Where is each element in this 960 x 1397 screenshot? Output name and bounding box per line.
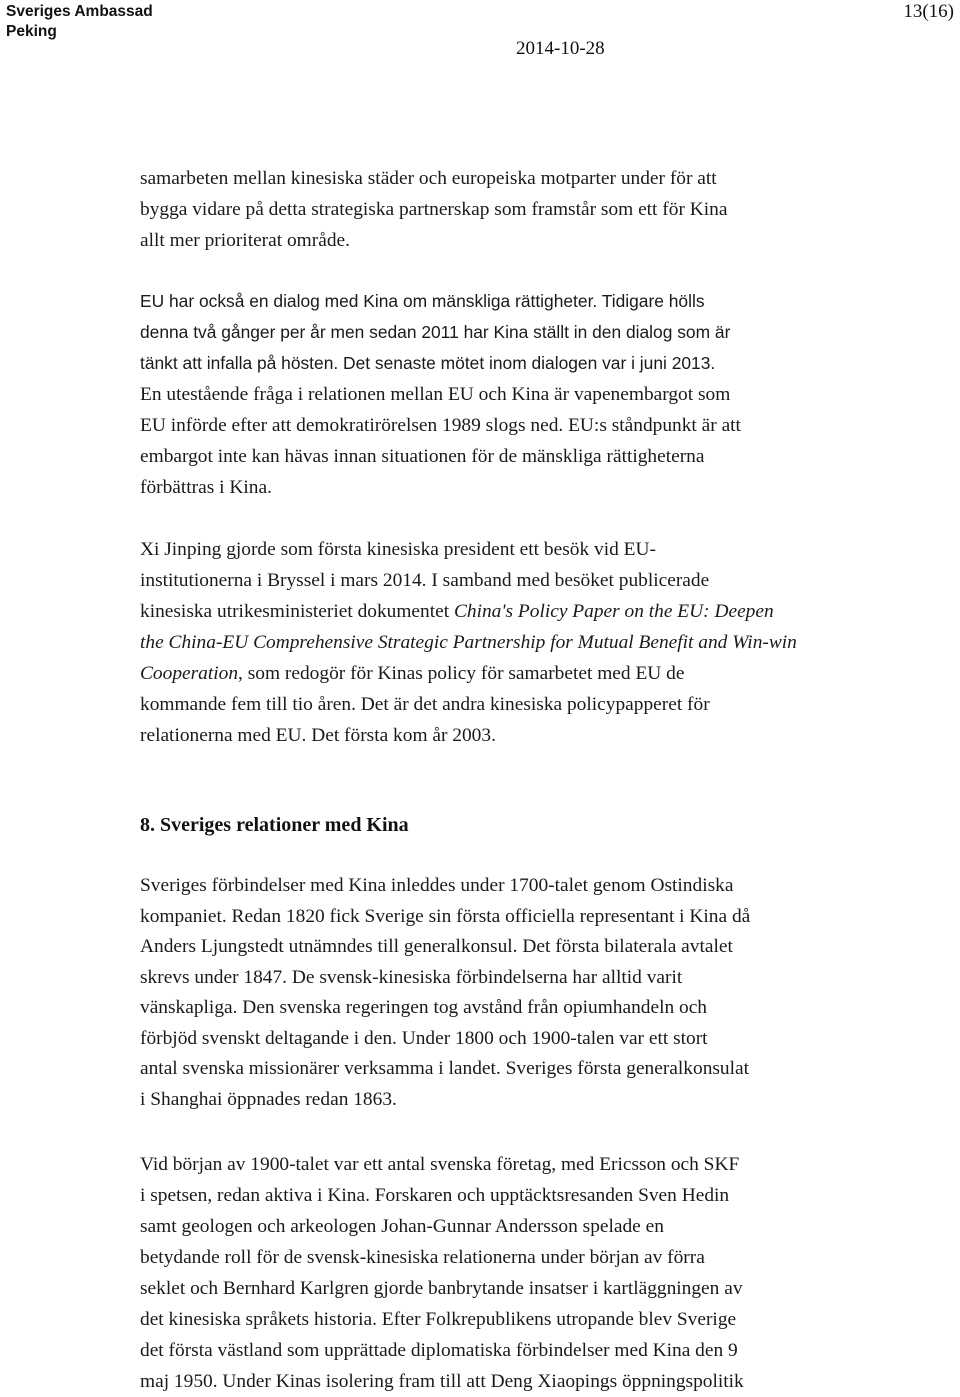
text-line: Sveriges förbindelser med Kina inleddes under 1700-talet genom Ostindiska (140, 875, 734, 896)
paragraph-human-rights-dialog (140, 286, 860, 503)
text-line: kommande fem till tio åren. Det är det andra kinesiska policypapperet för (140, 694, 710, 715)
text-line: institutionerna i Bryssel i mars 2014. I samband med besöket publicerade (140, 570, 710, 591)
text-line: Anders Ljungstedt utnämndes till generalkonsul. Det första bilaterala avtalet (140, 936, 733, 957)
text-line: En utestående fråga i relationen mellan EU och Kina är vapenembargot som (140, 384, 731, 405)
paragraph-eu-city-cooperation (140, 163, 860, 256)
page-number: 13(16) (903, 1, 954, 22)
text-line: betydande roll för de svensk-kinesiska relationerna under början av förra (140, 1247, 705, 1268)
text-line: förbjöd svenskt deltagande i den. Under 1800 och 1900-talen var ett stort (140, 1027, 708, 1049)
text-line: tänkt att infalla på hösten. Det senaste mötet inom dialogen var i juni 2013. (140, 353, 716, 373)
text-line: seklet och Bernhard Karlgren gjorde banbrytande insatser i kartläggningen av (140, 1278, 743, 1299)
letterhead-city: Peking (6, 23, 57, 40)
text-line: bygga vidare på detta strategiska partnerskap som framstår som ett för Kina (140, 199, 728, 220)
text-line: EU införde efter att demokratirörelsen 1989 slogs ned. EU:s ståndpunkt är att (140, 415, 741, 436)
text-line: samarbeten mellan kinesiska städer och europeiska motparter under för att (140, 168, 717, 189)
policy-paper-title: Cooperation (140, 663, 239, 684)
text-line: i spetsen, redan aktiva i Kina. Forskaren och upptäcktsresanden Sven Hedin (140, 1185, 730, 1206)
text-line: samt geologen och arkeologen Johan-Gunnar Andersson spelade en (140, 1216, 664, 1237)
text-line: relationerna med EU. Det första kom år 2003. (140, 725, 496, 746)
text-line: embargot inte kan hävas innan situationen för de mänskliga rättigheterna (140, 446, 705, 467)
text-line: antal svenska missionärer verksamma i landet. Sveriges första generalkonsulat (140, 1058, 750, 1079)
section-heading: 8. Sveriges relationer med Kina (140, 814, 409, 836)
letterhead-org: Sveriges Ambassad (6, 3, 153, 20)
text-line (140, 596, 860, 627)
text-line: vänskapliga. Den svenska regeringen tog avstånd från opiumhandeln och (140, 997, 708, 1018)
text-line: denna två gånger per år men sedan 2011 har Kina ställt in den dialog som är (140, 322, 731, 342)
policy-paper-title: China's Policy Paper on the EU: Deepen (453, 601, 774, 622)
text-line: maj 1950. Under Kinas isolering fram till att Deng Xiaopings öppningspolitik (140, 1371, 744, 1392)
policy-paper-title: the China-EU Comprehensive Strategic Partnership for Mutual Benefit and Win-win (140, 632, 797, 653)
text-line: Vid början av 1900-talet var ett antal svenska företag, med Ericsson och SKF (140, 1154, 740, 1175)
text-fragment: kinesiska utrikesministeriet dokumentet (140, 601, 454, 622)
text-line: allt mer prioriterat område. (140, 230, 350, 251)
text-line: det kinesiska språkets historia. Efter Folkrepublikens utropande blev Sverige (140, 1309, 737, 1330)
text-line: Xi Jinping gjorde som första kinesiska president ett besök vid EU- (140, 539, 656, 560)
paragraph-sweden-china-history (140, 871, 860, 1115)
text-line: det första västland som upprättade diplomatiska förbindelser med Kina den 9 (140, 1340, 738, 1361)
text-fragment: , som redogör för Kinas policy för samarbetet med EU de (238, 663, 685, 684)
text-line (140, 658, 860, 689)
text-line: kompaniet. Redan 1820 fick Sverige sin första officiella representant i Kina då (140, 905, 751, 927)
letterhead (6, 2, 153, 42)
text-line: i Shanghai öppnades redan 1863. (140, 1088, 397, 1110)
text-line (140, 627, 860, 658)
paragraph-early-1900s (140, 1149, 860, 1397)
text-line: EU har också en dialog med Kina om mänskliga rättigheter. Tidigare hölls (140, 291, 705, 311)
paragraph-xi-jinping-visit (140, 534, 860, 751)
text-line: skrevs under 1847. De svensk-kinesiska förbindelserna har alltid varit (140, 966, 683, 988)
document-date: 2014-10-28 (516, 38, 605, 59)
text-line: förbättras i Kina. (140, 477, 272, 498)
